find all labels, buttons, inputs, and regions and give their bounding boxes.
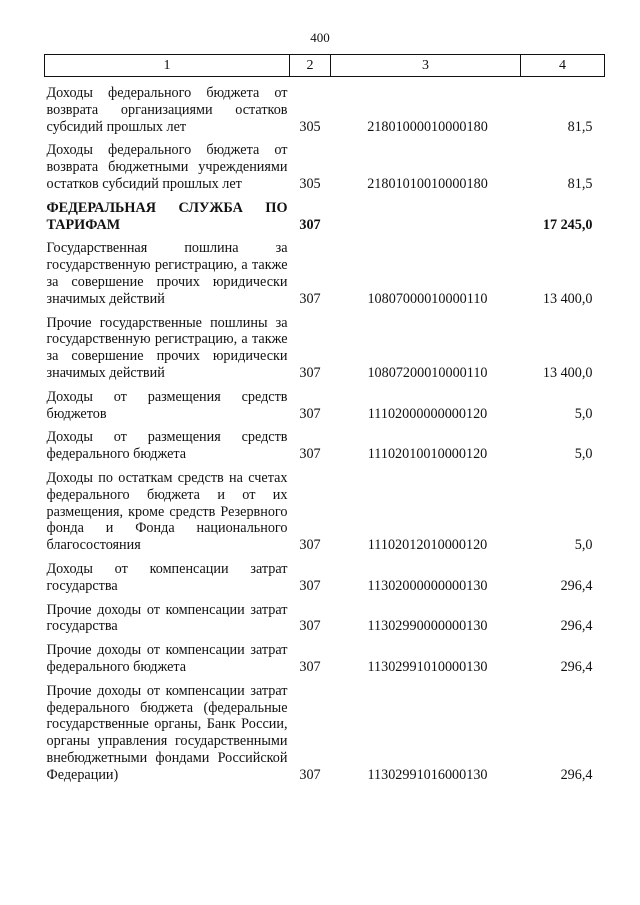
row-name: Доходы по остаткам средств на счетах федерального бюджета и от их размещения, кроме средств Резервного фонда и Фонда национального благосостояния <box>46 469 288 554</box>
row-name: Прочие доходы от компенсации затрат государства <box>46 601 288 635</box>
table-body <box>45 77 605 784</box>
row-code: 307 <box>299 364 321 381</box>
row-code: 307 <box>299 658 321 675</box>
row-kbk: 11102000000000120 <box>367 405 488 422</box>
row-code: 305 <box>299 118 321 135</box>
table-row <box>45 463 605 554</box>
row-code: 307 <box>299 618 321 635</box>
header-col-4: 4 <box>521 55 605 77</box>
table-header <box>45 55 605 77</box>
row-kbk: 11302991010000130 <box>367 658 488 675</box>
row-kbk: 11102010010000120 <box>367 446 488 463</box>
row-sum: 81,5 <box>567 118 593 135</box>
table-row-section <box>45 193 605 234</box>
row-sum: 5,0 <box>574 537 593 554</box>
table-row <box>45 77 605 136</box>
row-name: Доходы федерального бюджета от возврата бюджетными учреждениями остатков субсидий прошлых лет <box>46 142 288 192</box>
row-code: 307 <box>299 766 321 783</box>
row-kbk: 11302991016000130 <box>367 766 488 783</box>
row-name: Доходы от размещения средств федерального бюджета <box>46 429 288 463</box>
table-row <box>45 382 605 423</box>
row-name: Доходы федерального бюджета от возврата организациями остатков субсидий прошлых лет <box>46 85 288 135</box>
table-row <box>45 135 605 192</box>
row-code: 307 <box>299 290 321 307</box>
row-name: ФЕДЕРАЛЬНАЯ СЛУЖБА ПО ТАРИФАМ <box>46 199 288 233</box>
row-kbk: 21801000010000180 <box>367 118 488 135</box>
header-row <box>45 55 605 77</box>
row-sum: 296,4 <box>560 577 593 594</box>
row-sum: 17 245,0 <box>542 216 593 233</box>
row-name: Доходы от размещения средств бюджетов <box>46 388 288 422</box>
table-row <box>45 595 605 636</box>
table-row <box>45 635 605 676</box>
row-name: Прочие доходы от компенсации затрат федерального бюджета (федеральные государственные органы, Банк России, органы управления государственными внебюджетными фондами Российской Федерации) <box>46 682 288 783</box>
table-row <box>45 308 605 382</box>
header-col-3: 3 <box>331 55 521 77</box>
table-row <box>45 422 605 463</box>
row-sum: 296,4 <box>560 618 593 635</box>
row-kbk: 11102012010000120 <box>367 537 488 554</box>
row-sum: 81,5 <box>567 175 593 192</box>
row-kbk: 11302990000000130 <box>367 618 488 635</box>
row-kbk: 11302000000000130 <box>367 577 488 594</box>
row-sum: 296,4 <box>560 766 593 783</box>
header-col-2: 2 <box>290 55 331 77</box>
row-code: 307 <box>299 405 321 422</box>
row-name: Прочие государственные пошлины за государственную регистрацию, а также за совершение прочих юридически значимых действий <box>46 314 288 381</box>
table-row <box>45 676 605 784</box>
row-name: Доходы от компенсации затрат государства <box>46 560 288 594</box>
header-col-1: 1 <box>45 55 290 77</box>
table-row <box>45 233 605 307</box>
page-number: 400 <box>310 30 330 45</box>
row-sum: 13 400,0 <box>542 290 593 307</box>
row-code: 307 <box>299 577 321 594</box>
row-sum: 13 400,0 <box>542 364 593 381</box>
row-kbk <box>331 193 521 234</box>
row-name: Государственная пошлина за государственную регистрацию, а также за совершение прочих юридически значимых действий <box>46 240 288 307</box>
revenue-table <box>44 54 605 783</box>
row-code: 307 <box>299 216 321 233</box>
row-sum: 296,4 <box>560 658 593 675</box>
row-sum: 5,0 <box>574 446 593 463</box>
row-code: 307 <box>299 537 321 554</box>
table-row <box>45 554 605 595</box>
row-kbk: 10807200010000110 <box>367 364 488 381</box>
row-name: Прочие доходы от компенсации затрат федерального бюджета <box>46 642 288 675</box>
row-kbk: 21801010010000180 <box>367 175 488 192</box>
row-code: 305 <box>299 175 321 192</box>
row-code: 307 <box>299 446 321 463</box>
row-kbk: 10807000010000110 <box>367 290 488 307</box>
row-sum: 5,0 <box>574 405 593 422</box>
